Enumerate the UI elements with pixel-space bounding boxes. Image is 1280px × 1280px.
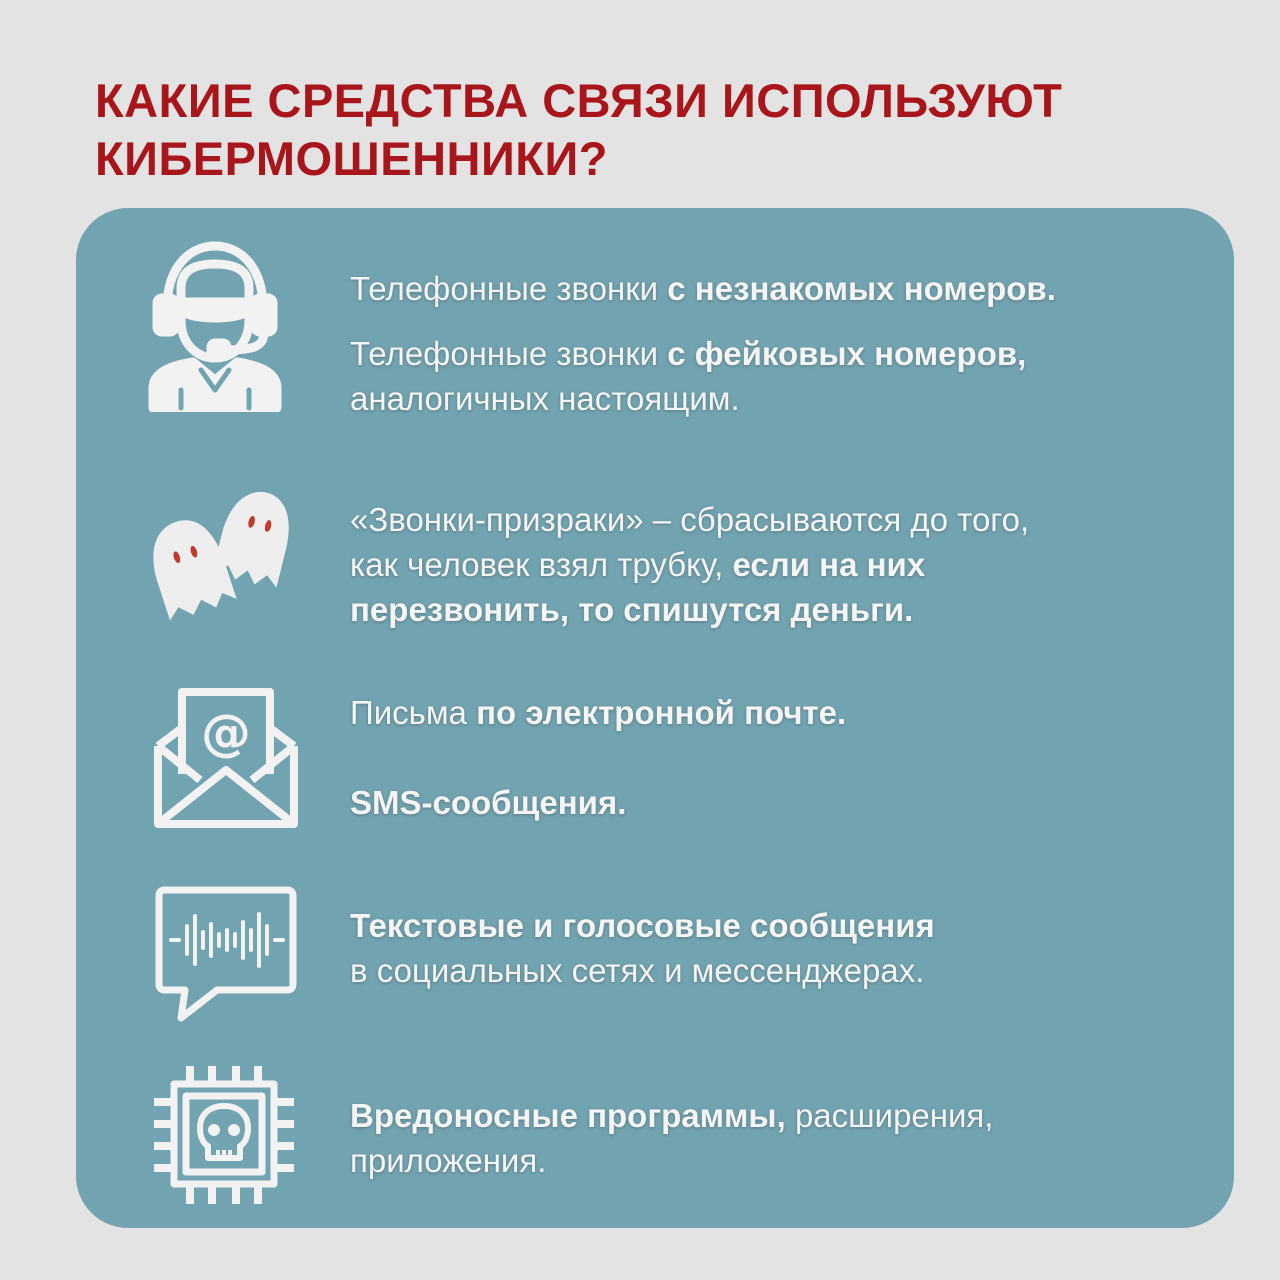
item-2-line-3: перезвонить, то спишутся деньги. <box>350 591 914 628</box>
item-1-line-1 <box>350 266 1056 311</box>
item-fake-numbers <box>350 331 1026 421</box>
item-5-line-1 <box>350 1093 993 1138</box>
item-sms <box>350 780 626 825</box>
item-malware <box>350 1093 993 1183</box>
item-2-line-1: «Звонки-призраки» – сбрасываются до того, <box>350 501 1030 538</box>
item-3-line-2: SMS-сообщения. <box>350 784 627 821</box>
item-messengers <box>350 903 935 993</box>
item-1-line-1-regular: Телефонные звонки <box>350 270 668 307</box>
item-1-line-2-bold: с фейковых номеров, <box>667 335 1027 372</box>
item-unknown-numbers <box>350 266 1056 311</box>
item-3-line-1-regular: Письма <box>350 694 477 731</box>
item-ghost-calls <box>350 497 1029 632</box>
item-2-line-2-regular: как человек взял трубку, <box>350 546 733 583</box>
item-1-line-3: аналогичных настоящим. <box>350 380 740 417</box>
item-1-line-2-regular: Телефонные звонки <box>350 335 668 372</box>
item-email <box>350 690 846 735</box>
item-4-line-2: в социальных сетях и мессенджерах. <box>350 952 925 989</box>
item-5-line-1-bold: Вредоносные программы, <box>350 1097 786 1134</box>
item-1-line-2 <box>350 331 1026 376</box>
operator-headset-icon <box>145 240 285 412</box>
item-1-line-1-bold: с незнакомых номеров. <box>667 270 1056 307</box>
title-line-1: КАКИЕ СРЕДСТВА СВЯЗИ ИСПОЛЬЗУЮТ <box>95 74 1063 127</box>
item-2-line-2 <box>350 542 1029 587</box>
item-2-line-2-bold: если на них <box>732 546 926 583</box>
item-4-line-1: Текстовые и голосовые сообщения <box>350 907 935 944</box>
item-3-line-1-bold: по электронной почте. <box>476 694 847 731</box>
page-title <box>95 72 1062 188</box>
title-line-2: КИБЕРМОШЕННИКИ? <box>95 132 608 185</box>
item-3-line-1 <box>350 690 846 735</box>
svg-text:@: @ <box>201 704 251 762</box>
item-5-line-1-regular: расширения, <box>785 1097 994 1134</box>
voice-message-icon <box>155 886 297 1022</box>
malware-chip-icon <box>152 1064 296 1206</box>
item-5-line-2: приложения. <box>350 1142 547 1179</box>
ghosts-icon <box>145 483 295 628</box>
email-envelope-icon <box>154 688 298 830</box>
